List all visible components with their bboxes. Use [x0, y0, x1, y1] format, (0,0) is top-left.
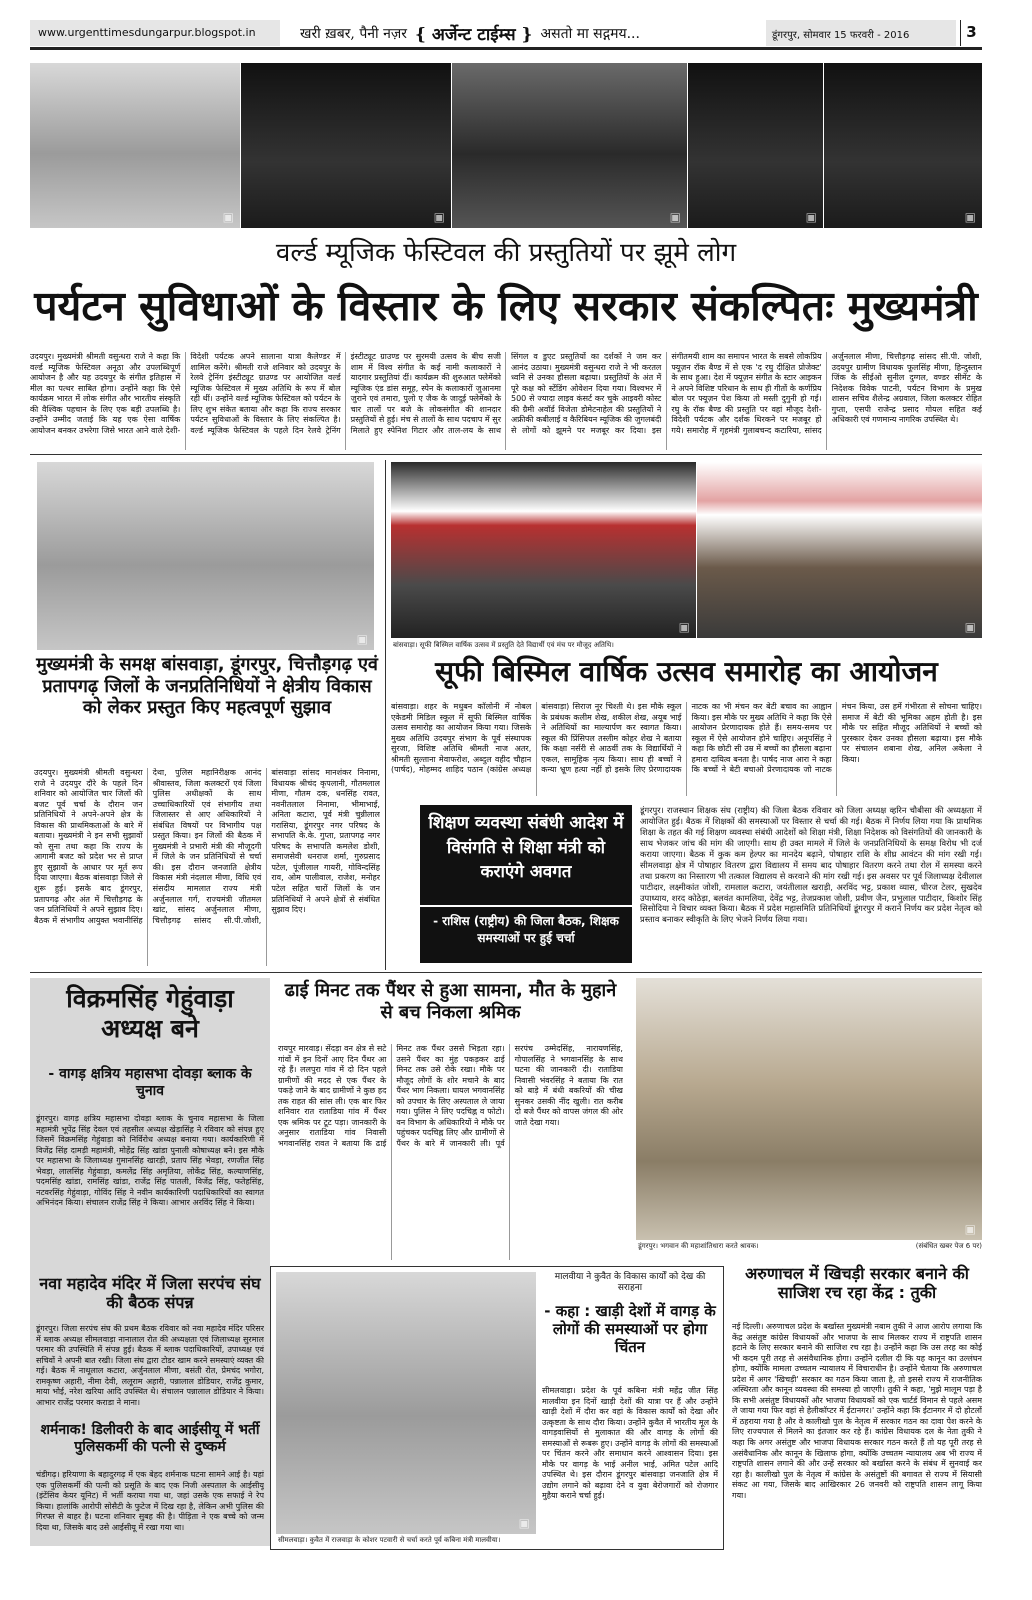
- masthead: [30, 20, 982, 50]
- photo-icon: ▣: [433, 210, 445, 224]
- site-url[interactable]: www.urgenttimesdungarpur.blogspot.in: [30, 20, 280, 46]
- police-headline: शर्मनाक! डिलीवरी के बाद आईसीयू में भर्ती पुलिसकर्मी की पत्नी से दुष्कर्म: [40, 1422, 260, 1455]
- slogan-left: खरी ख़बर, पैनी नज़र: [300, 25, 408, 42]
- temple-related-note: (संबंधित खबर पेज 6 पर): [915, 1242, 982, 1250]
- photo-icon: ▣: [678, 620, 690, 634]
- festival-body: उदयपुर। मुख्यमंत्री श्रीमती वसुन्धरा राजे ने कहा कि वर्ल्ड म्यूजिक फेस्टिवल अनूठा और उपलब्धिपूर्ण आयोजन है और यह उदयपुर के संगीत इतिहास में मील का पत्थर साबित होगा। उन्होंने कहा कि ऐसे कार्यक्रम भारत में लोक संगीत और भारतीय संस्कृति की वैश्विक पहचान के लिए एक बड़ी उपलब्धि है। उन्होंने उम्मीद जताई कि यह एक ऐसा वार्षिक आयोजन बनकर उभरेगा जिसे भारत आने वाले देशी-विदेशी पर्यटक अपने सालाना यात्रा कैलेण्डर में शामिल करेंगे। श्रीमती राजे शनिवार को उदयपुर के रेलवे ट्रेनिंग इंस्टीट्यूट ग्राउण्ड पर आयोजित वर्ल्ड म्यूजिक फेस्टिवल में मुख्य अतिथि के रूप में बोल रही थीं। उन्होंने वर्ल्ड म्यूजिक फेस्टिवल को पर्यटन के लिए शुभ संकेत बताया और कहा कि राज्य सरकार पर्यटन सुविधाओं के विस्तार के लिए संकल्पित है। वर्ल्ड म्यूजिक फेस्टिवल के पहले दिन रेलवे ट्रेनिंग इंस्टीट्यूट ग्राउण्ड पर सुरमयी उत्सव के बीच सजी शाम में विश्व संगीत के कई नामी कलाकारों ने यादगार प्रस्तुतियां दीं। कार्यक्रम की शुरुआत फ्लेमेंको म्यूजिक एंड डांस समूह, स्पेन के कलाकारों जुआनमा जुराने एवं तमारा, पुलो ए जैक के जादुई फ्लेमेंको के चार तालों पर बजे के लोकसंगीत की शानदार प्रस्तुतियों से हुई। मंच से तालों के साथ पदचाप में सुर मिलाते हुए स्पेनिश गिटार और ताल-लय के साथ सिंगल व डुएट प्रस्तुतियों का दर्शकों ने जम कर आनंद उठाया। मुख्यमंत्री वसुन्धरा राजे ने भी करतल ध्वनि से उनका हौसला बढ़ाया। प्रस्तुतियों के अंत में पूरे कक्ष को स्टेंडिंग ओवेशन दिया गया। विश्वभर में 500 से ज्यादा लाइव कंसर्ट कर चुके आइवरी कोस्ट की ग्रैमी अवॉर्ड विजेता डोमेटनाहेल की प्रस्तुतियों ने अफ्रीकी कबीलाई व कैरिबियन म्यूजिक की जुगलबंदी से लोगों को झूमने पर मजबूर कर दिया। इस संगीतमयी शाम का समापन भारत के सबसे लोकप्रिय फ्यूज़न रॉक बैण्ड में से एक 'द रघु दीक्षित प्रोजेक्ट' के साथ हुआ। देश में फ्यूज़न संगीत के स्टार आइकन ने अपने विशिष्ट परिधान के साथ ही गीतों के कर्णप्रिय बोल पर फ्यूज़न पेश किया तो मस्ती दुगुनी हो गई। रघु के रॉक बैण्ड की प्रस्तुति पर वहां मौजूद देशी-विदेशी पर्यटक और दर्शक थिरकने पर मजबूर हो गये। समारोह में गृहमंत्री गुलाबचन्द कटारिया, सांसद अर्जुनलाल मीणा, चित्तौड़गढ़ सांसद सी.पी. जोशी, उदयपुर ग्रामीण विधायक फूलसिंह मीणा, हिन्दुस्तान जिंक के सीईओ सुनील दुग्गल, वण्डर सीमेंट के निदेशक विवेक पाटनी, पर्यटन विभाग के प्रमुख शासन सचिव शैलेन्द्र अग्रवाल, जिला कलक्टर रोहित गुप्ता, एसपी राजेन्द्र प्रसाद गोयल सहित कई अधिकारी एवं गणमान्य नागरिक उपस्थित थे।: [30, 352, 982, 435]
- section-divider: [30, 972, 982, 973]
- cm-meeting-body: उदयपुर। मुख्यमंत्री श्रीमती वसुन्धरा राजे ने उदयपुर दौरे के पहले दिन शनिवार को आयोजित चार जिलों की बजट पूर्व चर्चा के दौरान जन प्रतिनिधियों ने अपने-अपने क्षेत्र के विकास की प्राथमिकताओं के बारे में बताया। मुख्यमंत्री ने इन सभी सुझावों को सुना तथा कहा कि राज्य के आगामी बजट को प्रदेश भर से प्राप्त हुए सुझावों के आधार पर मूर्त रूप दिया जाएगा। बैठक बांसवाड़ा जिले से शुरू हुई। इसके बाद डूंगरपुर, प्रतापगढ़ और अंत में चित्तौड़गढ़ के जन प्रतिनिधियों ने अपने सुझाव दिए। बैठक में संभागीय आयुक्त भवानीसिंह देथा, पुलिस महानिरीक्षक आनंद श्रीवास्तव, जिला कलक्टरों एवं जिला पुलिस अधीक्षकों के साथ उच्चाधिकारियों एवं संभागीय तथा जिलास्तर से आए अधिकारियों ने संबंधित विषयों पर विभागीय पक्ष प्रस्तुत किया। इन जिलों की बैठक में मुख्यमंत्री ने प्रभारी मंत्री की मौजूदगी में जिले के जन प्रतिनिधियों से चर्चा की। इस दौरान जनजाति क्षेत्रीय विकास मंत्री नंदलाल मीणा, विधि एवं संसदीय मामलात राज्य मंत्री अर्जुनलाल गर्ग, राज्यमंत्री जीतमल खांट, सांसद अर्जुनलाल मीणा, चित्तौड़गढ़ सांसद सी.पी.जोशी, बांसवाड़ा सांसद मानशंकर निनामा, विधायक श्रीचंद कृपलानी, गौतमलाल मीणा, गौतम दक, धनसिंह रावत, नवनीतलाल निनामा, भीमाभाई, अनिता कटारा, पूर्व मंत्री चुन्नीलाल गरासिया, डूंगरपुर नगर परिषद के सभापति के.के. गुप्ता, प्रतापगढ़ नगर परिषद के सभापति कमलेश डोशी, समाजसेवी धनराज शर्मा, गुरुप्रसाद पटेल, पूंजीलाल गायरी, गोविन्दसिंह राव, ओम पालीवाल, राजेश, मनोहर पटेल सहित चारों जिलों के जन प्रतिनिधियों ने अपने क्षेत्रों से संबंधित सुझाव दिए।: [34, 768, 380, 925]
- photo-dancer: [824, 63, 982, 228]
- photo-icon: ▣: [805, 210, 817, 224]
- kuwait-headline: - कहा : खाड़ी देशों में वागड़ के लोगों की समस्याओं पर होगा चिंतन: [544, 1302, 716, 1356]
- photo-cm-meeting: [37, 462, 374, 650]
- vikram-subhead: - वागड़ क्षत्रिय महासभा दोवड़ा ब्लाक के चुनाव: [48, 1066, 252, 1099]
- panther-body: रायपुर मारवाड़। सेंदड़ा वन क्षेत्र से सटे गांवों में इन दिनों आए दिन पैंथर आ रहे हैं। ललपुरा गांव में दो दिन पहले ग्रामीणों की मदद से एक पैंथर के पकड़े जाने के बाद ग्रामीणों ने कुछ हद तक राहत की सांस ली। एक बार फिर शनिवार रात राताडिया गांव में पैंथर एक श्रमिक पर टूट पड़ा। जानकारी के अनुसार राताडिया गांव निवासी भगवानसिंह रावत ने बताया कि ढाई मिनट तक पैंथर उससे भिड़ता रहा। उसने पैंथर का मुंह पकड़कर ढाई मिनट तक उसे रोके रखा। मौके पर मौजूद लोगों के शोर मचाने के बाद पैंथर भाग निकला। घायल भगवानसिंह को उपचार के लिए अस्पताल ले जाया गया। पुलिस ने लिए पदचिह्न व फोटो। वन विभाग के अधिकारियों ने मौके पर पहुंचकर पदचिह्न लिए और ग्रामीणों से पैंथर के बारे में जानकारी ली। पूर्व सरपंच उम्मेदसिंह, नारायणसिंह, गोपालसिंह ने भगवानसिंह के साथ घटना की जानकारी दी। राताडिया निवासी भंवरसिंह ने बताया कि रात को बाड़े में बंधी बकरियों की चीख सुनकर उसकी नींद खुली। रात करीब दो बजे पैंथर को वापस जंगल की ओर जाते देखा गया।: [278, 1044, 623, 1148]
- panther-headline: ढाई मिनट तक पैंथर से हुआ सामना, मौत के मुहाने से बच निकला श्रमिक: [284, 980, 617, 1023]
- edition-date: डूंगरपुर, सोमवार 15 फरवरी - 2016: [766, 20, 956, 46]
- vikram-headline: विक्रमसिंह गेहुंवाड़ा अध्यक्ष बने: [66, 984, 234, 1043]
- photo-icon: ▣: [964, 210, 976, 224]
- kuwait-body: सीमलवाड़ा। प्रदेश के पूर्व कबिना मंत्री महेंद्र जीत सिंह मालवीया इन दिनों खाड़ी देशों की यात्रा पर हैं और उन्होंने खाड़ी देशों में दौरा कर वहां के विकास कार्यों को देखा और उत्कृष्टता के साथ दौरा किया। उन्होंने कुवैत में भारतीय मूल के वागड़वासियों से मुलाकात की और वागड़ के लोगों की समस्याओं से रूबरू हुए। उन्होंने वागड़ के लोगों की समस्याओं पर चिंतन करने और समाधान करने आश्वासन दिया। इस मौके पर वागड़ के भाई अनील भाई, अमित पटेल आदि उपस्थित थे। इस दौरान डूंगरपुर बांसवाड़ा जनजाति क्षेत्र में उद्योग लगाने को बढ़ावा देने व युवा बेरोजगारों को रोजगार मुहैया कराने चर्चा हुई।: [542, 1386, 718, 1501]
- photo-icon: ▣: [518, 1516, 530, 1530]
- column-divider: [385, 460, 386, 970]
- sarpanch-headline: नवा महादेव मंदिर में जिला सरपंच संघ की बैठक संपन्न: [39, 1274, 261, 1313]
- cm-meeting-headline: मुख्यमंत्री के समक्ष बांसवाड़ा, डूंगरपुर, चित्तौड़गढ़ एवं प्रतापगढ़ जिलों के जनप्रतिनिधियों ने क्षेत्रीय विकास को लेकर प्रस्तुत किए महत्वपूर्ण सुझाव: [36, 654, 378, 719]
- festival-headline: पर्यटन सुविधाओं के विस्तार के लिए सरकार संकल्पितः मुख्यमंत्री: [34, 282, 978, 330]
- masthead-center: [300, 20, 780, 46]
- section-divider: [30, 454, 982, 455]
- newspaper-brand: { अर्जेन्ट टाईम्स }: [415, 24, 533, 45]
- festival-kicker: वर्ल्ड म्यूजिक फेस्टिवल की प्रस्तुतियों पर झूमे लोग: [275, 238, 737, 268]
- kuwait-photo-caption: सीमलवाड़ा। कुवैत में राजवाड़ा के कोशर पटवारी से चर्चा करते पूर्व कबिना मंत्री मालवीया।: [278, 1536, 501, 1544]
- photo-icon: ▣: [964, 1222, 976, 1236]
- sufi-body: बांसवाड़ा। शहर के मधुबन कॉलोनी में नोबल एकेडमी मिडिल स्कूल में सूफी बिस्मिल वार्षिक उत्सव समारोह का आयोजन किया गया। जिसके मुख्य अतिथि उदयपुर संभाग के पूर्व संस्थापक सुरजा, विशिष्ट अतिथि श्रीमती नाज अतर, श्रीमती सुल्ताना मेवाफरोश, अब्दुल वहीद चौहान (पार्षद), मोहम्मद शाहिद पठान (कांग्रेस अध्यक्ष बांसवाड़ा) सिराज नूर चिश्ती थे। इस मौके स्कूल के प्रबंधक कलीम शेख, शकील शेख, अयूब भाई ने अतिथियों का माल्यार्पण कर स्वागत किया। स्कूल की प्रिंसिपल तस्लीम कोहर शेख ने बताया कि कक्षा नर्सरी से आठवीं तक के विद्यार्थियों ने एकल, सामूहिक नृत्य किया। साथ ही बच्चों ने कन्या भ्रूण हत्या नहीं हो इसके लिए प्रेरणादायक नाटक का भी मंचन कर बेटी बचाव का आह्वान किया। इस मौके पर मुख्य अतिथि ने कहा कि ऐसे आयोजन प्रेरणादायक होते हैं। समय-समय पर स्कूल में ऐसे आयोजन होने चाहिए। अनूपसिंह ने कहा कि छोटी सी उम्र में बच्चों का हौसला बढ़ाना हमारा दायित्व बनता है। पार्षद नाज आरा ने कहा कि बच्चों ने बेटी बचाओ प्रेरणादायक जो नाटक मंचन किया, उस हमें गंभीरता से सोचना चाहिए। समाज में बेटी की भूमिका अहम होती है। इस मौके पर सहित मौजूद अतिथियों ने बच्चों को पुरस्कार देकर उनका हौसला बढ़ाया। इस मौके पर संचालन शबाना शेख, अनिल अकेला ने किया।: [391, 702, 982, 775]
- photo-icon: ▣: [356, 632, 368, 646]
- sufi-headline: सूफी बिस्मिल वार्षिक उत्सव समारोह का आयोजन: [435, 655, 938, 688]
- slogan-right: असतो मा सद्गमय...: [540, 25, 640, 42]
- photo-performer: [688, 63, 823, 228]
- arunachal-headline: अरुणाचल में खिचड़ी सरकार बनाने की साजिश रच रहा केंद्र : तुकी: [745, 1264, 969, 1303]
- arunachal-body: नई दिल्ली। अरुणाचल प्रदेश के बर्खास्त मुख्यमंत्री नबाम तुकी ने आज आरोप लगाया कि केंद्र असंतुष्ट कांग्रेस विधायकों और भाजपा के साथ मिलकर राज्य में राष्ट्रपति शासन हटाने के लिए सरकार बनाने की साजिश रच रहा है। उन्होंने कहा कि उस तरह का कोई भी कदम पूरी तरह से असंवैधानिक होगा। उन्होंने दलील दी कि यह कानून का उल्लंघन होगा, क्योंकि मामला उच्चतम न्यायालय में विचाराधीन है। उन्होंने चेताया कि अरुणाचल प्रदेश में अगर 'खिचड़ी' सरकार का गठन किया जाता है, तो इससे राज्य में राजनीतिक अस्थिरता और कानून व्यवस्था की समस्या हो जाएगी। तुकी ने कहा, 'मुझे मालूम पड़ा है कि सभी असंतुष्ट विधायकों और भाजपा विधायकों को एक चार्टर्ड विमान से पहले असम ले जाया गया फिर वहां से हेलीकॉप्टर में ईटानगर।' उन्होंने कहा कि ईटानगर में दो होटलों में ठहराया गया है और वे कालीखो पुल के नेतृत्व में सरकार गठन का दावा पेश करने के लिए राज्यपाल से मिलने का इंतजार कर रहे हैं। कांग्रेस विधायक दल के नेता तुकी ने कहा कि अगर असंतुष्ट और भाजपा विधायक सरकार गठन करते हैं तो यह पूरी तरह से असंवैधानिक और कानून के खिलाफ होगा, क्योंकि उच्चतम न्यायालय अब भी राज्य में राष्ट्रपति शासन लगाने की और उन्हें सरकार को बर्खास्त करने के संबंध में सुनवाई कर रहा है। कालीखो पुल के नेतृत्व में कांग्रेस के असंतुष्टों की बगावत से राज्य में सियासी संकट आ गया, जिसके बाद आखिरकार 26 जनवरी को राष्ट्रपति शासन लागू किया गया।: [732, 1322, 982, 1500]
- police-body: चंडीगढ़। हरियाणा के बहादुरगढ़ में एक बेहद शर्मनाक घटना सामने आई है। यहां एक पुलिसकर्मी की पत्नी को प्रसूति के बाद एक निजी अस्पताल के आईसीयू (इंटेंसिव केयर यूनिट) में भर्ती कराया गया था, जहां उसके एक सफाई ने रेप किया। हालांकि आरोपी सोसैटी के फुटेज में दिख रहा है, लेकिन अभी पुलिस की गिरफ्त से बाहर है। घटना शनिवार सुबह की है। पीड़िता ने एक बच्चे को जन्म दिया था, जिसके बाद उसे आईसीयू में रखा गया था।: [36, 1470, 264, 1532]
- education-headline: शिक्षण व्यवस्था संबंधी आदेश में विसंगति से शिक्षा मंत्री को कराएंगे अवगत: [420, 805, 632, 905]
- vikram-body: डूंगरपुर। वागड़ क्षत्रिय महासभा दोवड़ा ब्लाक के चुनाव महासभा के जिला महामंत्री भूपेंद्र सिंह देवल एवं तहसील अध्यक्ष खेड़ासिंह ने रविवार को संपन्न हुए जिसमें विक्रमसिंह गेहुंवाड़ा को निर्विरोध अध्यक्ष बनाया गया। कार्यकारिणी में विजेंद्र सिंह दामड़ी महामंत्री, मोहेंद्र सिंह खांडा पुनाली कोषाध्यक्ष बने। इस मौके पर महासभा के जिलाध्यक्ष गुमानसिंह खारड़ी, प्रताप सिंह भेवड़ा, रणजीत सिंह भेवड़ा, लालसिंह गेहुंवाड़ा, कमलेंद्र सिंह अमृतिया, लोकेंद्र सिंह, कल्याणसिंह, पदमसिंह खांडा, रामसिंह खांडा, राजेंद्र सिंह पातली, विजेंद्र सिंह, फतेहसिंह, नटवरसिंह गेहुंवाड़ा, गोविंद सिंह ने नवीन कार्यकारिणी पदाधिकारियों का स्वागत अभिनंदन किया। संचालन राजेंद्र सिंह ने किया। आभार अरविंद सिंह ने किया।: [36, 1114, 264, 1208]
- kuwait-kicker: मालवीया ने कुवैत के विकास कार्यों को देख की सराहना: [554, 1272, 706, 1293]
- education-subhead: - राशिस (राष्ट्रीय) की जिला बैठक, शिक्षक समस्याओं पर हुई चर्चा: [420, 907, 632, 963]
- photo-sufi-performance: [391, 462, 696, 638]
- photo-festival-stage: [452, 63, 687, 228]
- page-number: 3: [960, 20, 982, 46]
- photo-malviya-kuwait: [276, 1272, 536, 1534]
- photo-icon: ▣: [964, 620, 976, 634]
- education-body: डूंगरपुर। राजस्थान शिक्षक संघ (राष्ट्रीय) की जिला बैठक रविवार को जिला अध्यक्ष व्हरिन चौबीसा की अध्यक्षता में आयोजित हुई। बैठक में शिक्षकों की समस्याओं पर विस्तार से चर्चा की गई। बैठक में निर्णय लिया गया कि प्राथमिक शिक्षा के तहत की गई शिक्षण व्यवस्था संबंधी आदेशों को शिक्षा मंत्री, शिक्षा निदेशक को विसंगतियों की जानकारी के साथ भेजकर जांच की मांग की जाएगी। साथ ही उक्त मामले में जिले के जनप्रतिनिधियों के समक्ष विरोध भी दर्ज कराया जाएगा। बैठक में कुक कम हेल्पर का मानदेय बढ़ाने, पोषाहार राशि के शीघ्र आवंटन की मांग रखी गई। सीमलवाड़ा क्षेत्र में पोषाहार वितरण द्वारा विद्यालय में समय बाद पोषाहार वितरण करने तथा रोल में समस्या करने तथा प्रकरण का निस्तारण भी तत्काल विद्यालय से करवाने की मांग रखी गई। इस अवसर पर पूर्व जिलाध्यक्ष देवीलाल पाटीदार, लक्ष्मीकांत जोशी, रामलाल कटारा, जयंतीलाल खराड़ी, अरविंद भट्ट, प्रकाश व्यास, धीरज टेलर, सुखदेव उपाध्याय, शरद कोठेड़ा, बलवंत कामलिया, देवेंद्र भट्ट, तेजप्रकाश जोशी, प्रवीण जैन, प्रभुलाल पाटीदार, किशोर सिंह सिसोदिया ने विचार व्यक्त किया। बैठक में प्रदेश महासमिति प्रतिनिधियों डूंगरपुर में कराने निर्णय कर प्रदेश नेतृत्व को प्रस्ताव बनाकर स्वीकृति के लिए भेजने निर्णय लिया गया।: [640, 805, 982, 925]
- temple-photo-caption: डूंगरपुर। भगवान की महाशांतिधारा करते श्रावक।: [638, 1242, 759, 1250]
- sarpanch-body: डूंगरपुर। जिला सरपंच संघ की प्रथम बैठक रविवार को नवा महादेव मंदिर परिसर में ब्लाक अध्यक्ष सीमलवाड़ा नानालाल रोत की अध्यक्षता एवं जिलाध्यक्ष सुरमाल परमार की उपस्थिति में संपन्न हुई। बैठक में ब्लाक पदाधिकारियों, उपाध्यक्ष एवं सचिवों ने अपनी बात रखी। जिला संघ द्वारा टोडर खाम करने समस्याएं व्यक्त की गई। बैठक में नाथूलाल कटारा, अर्जुनलाल मीणा, बसंती रोत, प्रेमचंद भगोरा, रामकृष्ण अहारी, नीमा देवी, ललूराम अहारी, पन्नालाल डोडियार, राजेंद्र कुमार, माया भोई, नरेश खरिया आदि उपस्थित थे। संचालन पन्नालाल डोडियार ने किया। आभार राजेंद्र परमार कराडा ने माना।: [36, 1324, 264, 1407]
- photo-festival-crowd: [241, 63, 451, 228]
- photo-icon: ▣: [669, 210, 681, 224]
- sufi-photo-caption: बांसवाड़ा। सूफी बिस्मिल वार्षिक उत्सव में प्रस्तुति देते विद्यार्थी एवं मंच पर मौजूद अतिथि।: [393, 641, 614, 649]
- photo-cm-at-festival: [30, 63, 240, 228]
- photo-sufi-guests: [697, 462, 982, 638]
- photo-temple-ritual: [636, 978, 982, 1240]
- photo-icon: ▣: [222, 210, 234, 224]
